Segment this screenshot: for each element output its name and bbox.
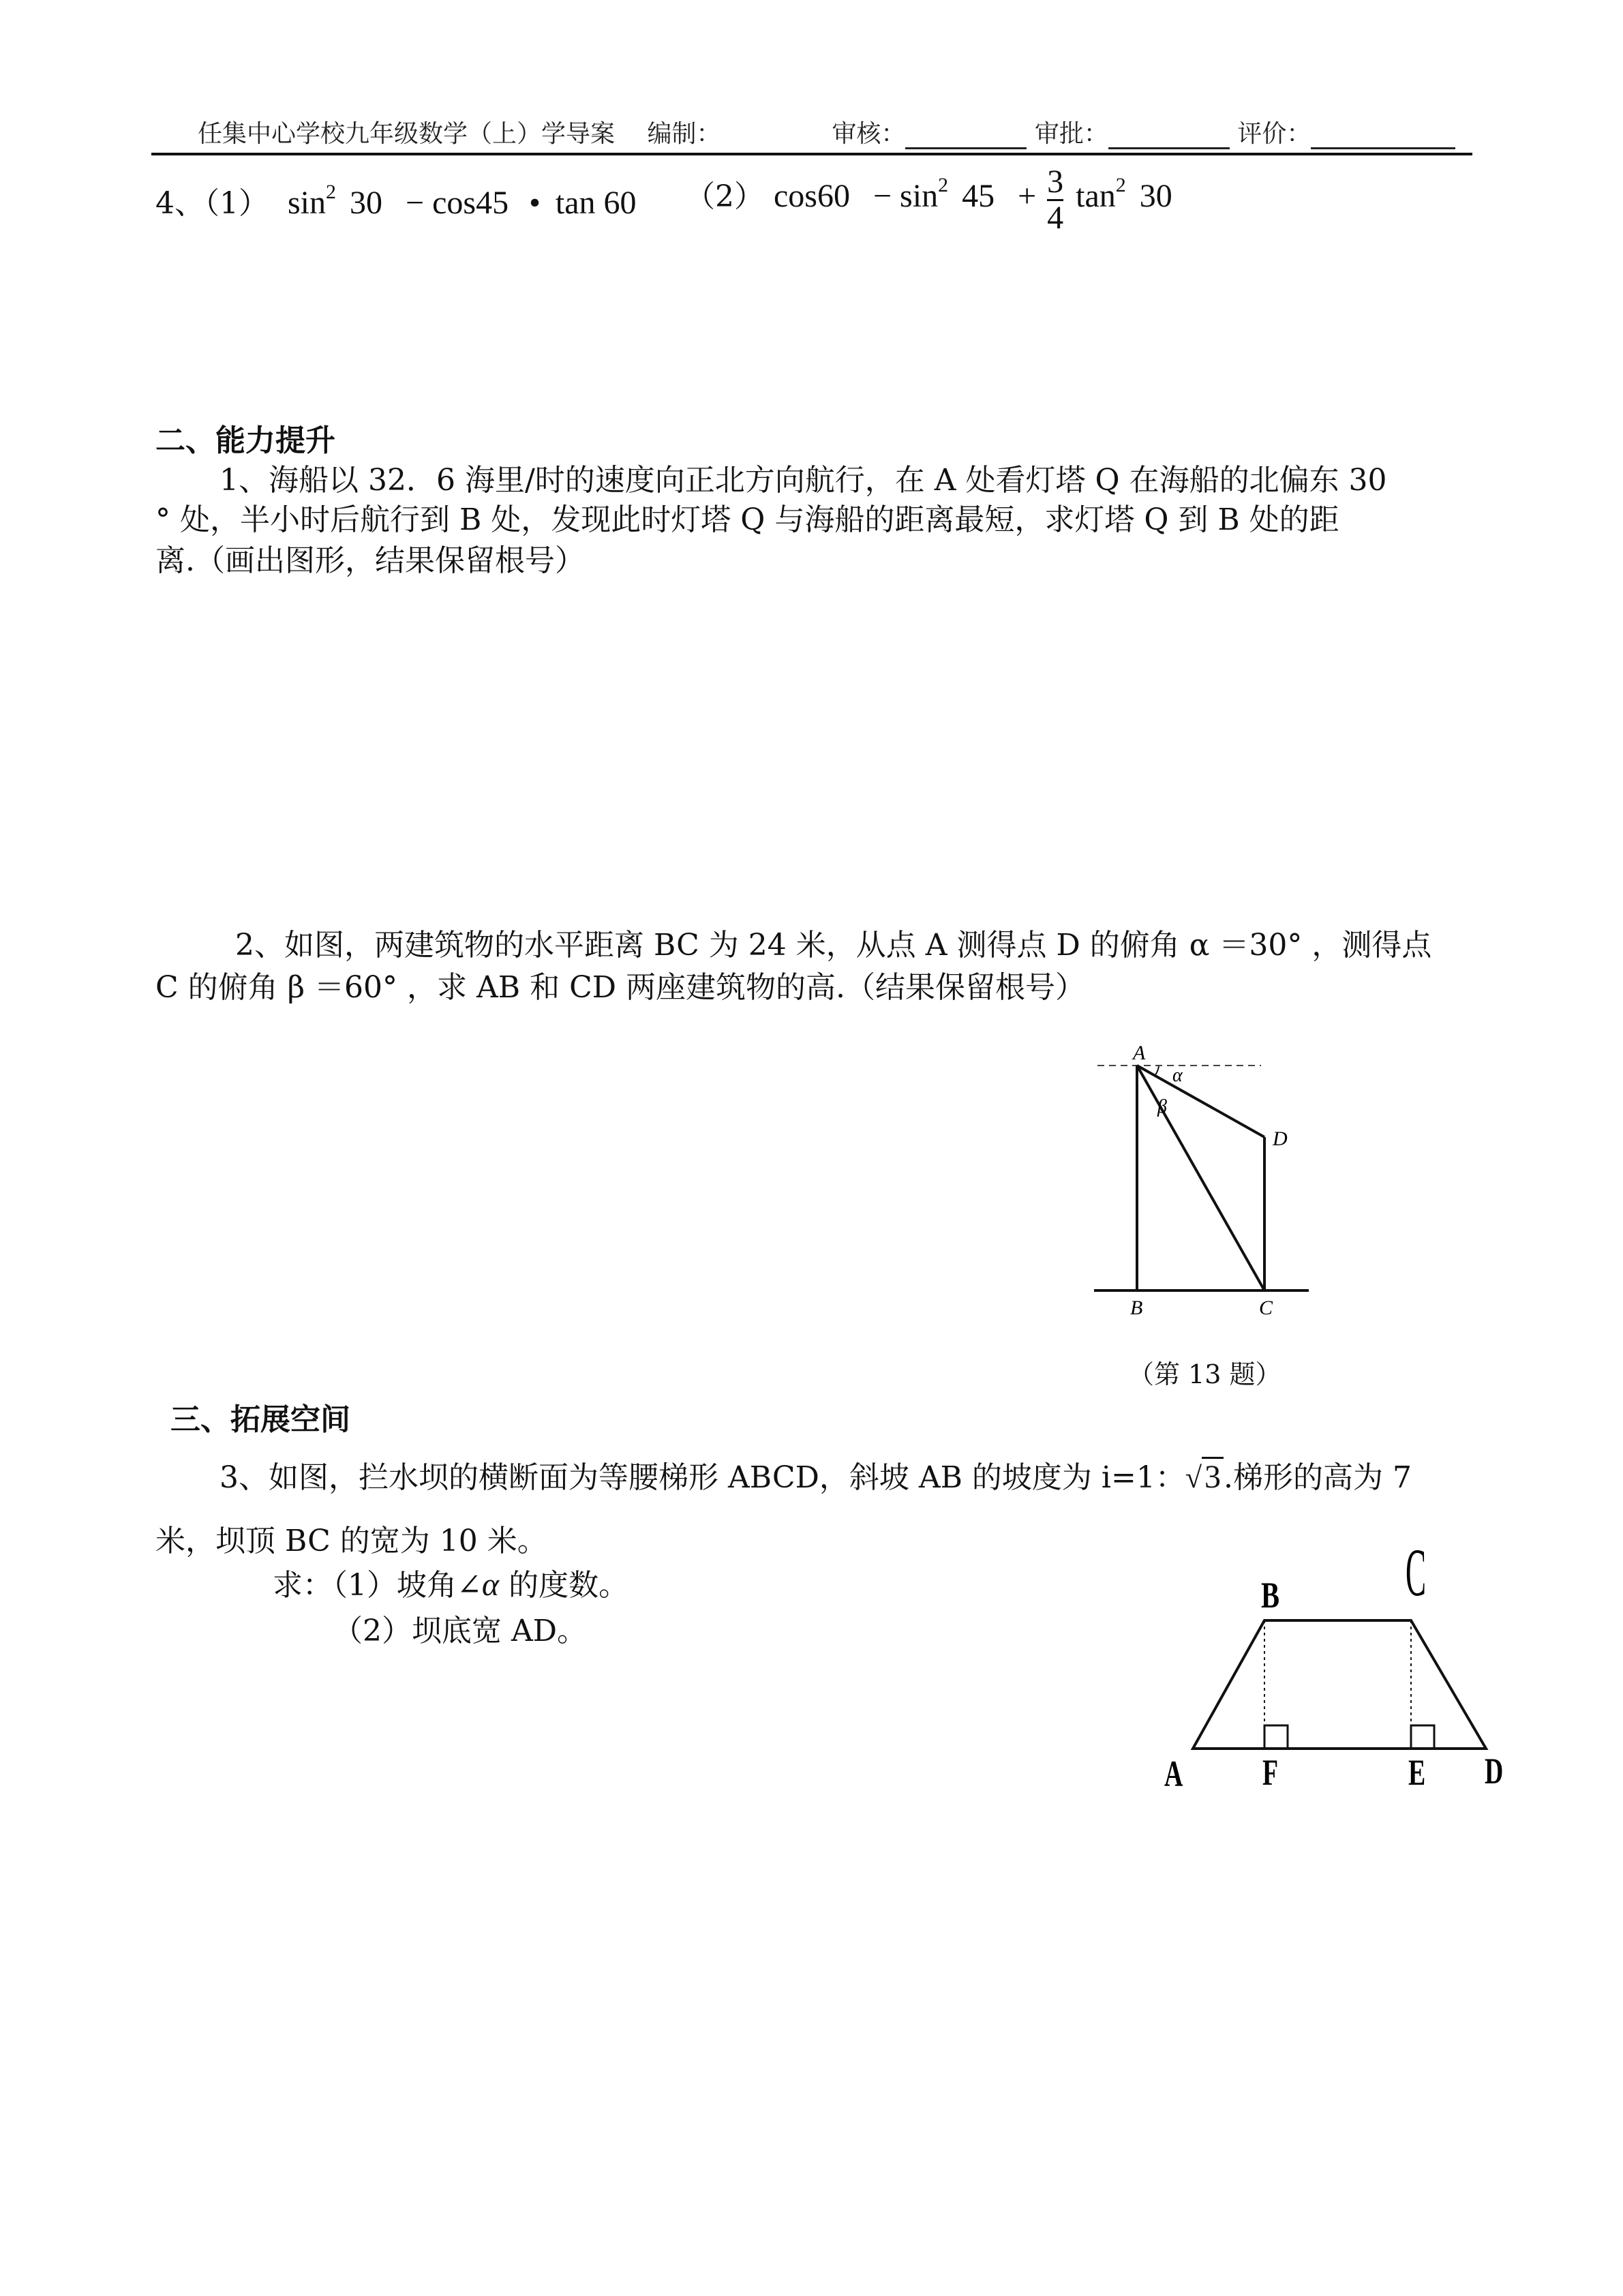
problem-3-text-a: 3、如图，拦水坝的横断面为等腰梯形 ABCD，斜坡 AB 的坡度为 i=1： — [219, 1460, 1185, 1495]
q4-45: 45 — [962, 178, 995, 214]
q4-exp-3: 2 — [1115, 174, 1126, 196]
trapezoid-figure — [1152, 1527, 1527, 1800]
figure-13 — [1084, 1036, 1316, 1323]
problem-3-line1 — [219, 1453, 1412, 1502]
q4-minus-sin: − sin — [873, 178, 939, 214]
q4-cos45: − cos45 — [406, 185, 509, 221]
fig13-label-beta: β — [1157, 1096, 1167, 1117]
fig13-label-d: D — [1273, 1128, 1288, 1150]
q4-tan60: tan 60 — [555, 185, 637, 221]
trap-label-a: A — [1164, 1753, 1183, 1795]
fig13-label-b: B — [1130, 1297, 1143, 1319]
fig13-label-alpha: α — [1172, 1065, 1183, 1086]
q4-exp: 2 — [326, 181, 337, 203]
problem-3-ask1 — [273, 1561, 628, 1610]
problem-1-line1: 1、海船以 32．6 海里/时的速度向正北方向航行，在 A 处看灯塔 Q 在海船的北偏东 30 — [219, 463, 1387, 498]
figure-13-caption: （第 13 题） — [1128, 1359, 1281, 1389]
q4-tan: tan — [1076, 178, 1116, 214]
q4-plus: + — [1018, 178, 1037, 214]
q4-dot: • — [529, 185, 541, 221]
q4-p2-label: （2） — [685, 179, 764, 214]
right-angle-f — [1264, 1725, 1288, 1749]
trap-label-b: B — [1261, 1575, 1280, 1616]
problem-2-line2: C 的俯角 β ＝60° ，求 AB 和 CD 两座建筑物的高.（结果保留根号） — [155, 970, 1086, 1005]
ask1-text: （1）坡角∠ — [333, 1568, 482, 1603]
problem-1-line3: 离.（画出图形，结果保留根号） — [155, 543, 585, 578]
problem-1-line2: ° 处，半小时后航行到 B 处，发现此时灯塔 Q 与海船的距离最短，求灯塔 Q 到 B 处的距 — [155, 502, 1339, 537]
review-blank — [905, 124, 1027, 149]
sqrt-radicand: 3 — [1202, 1457, 1224, 1495]
problem-3-text-b: .梯形的高为 7 — [1224, 1460, 1412, 1495]
evaluate-blank — [1311, 124, 1455, 149]
trap-label-c: C — [1406, 1535, 1427, 1610]
ask-label: 求： — [273, 1568, 333, 1603]
header-compile-label: 编制： — [647, 120, 721, 148]
problem-3-ask2: （2）坝底宽 AD。 — [333, 1614, 588, 1648]
q4-frac-den: 4 — [1047, 200, 1064, 236]
fig13-label-c: C — [1259, 1297, 1273, 1319]
q4-fraction — [1047, 165, 1063, 235]
header-bar — [198, 115, 1455, 149]
ask1-tail: 的度数。 — [499, 1568, 629, 1603]
trap-label-d: D — [1485, 1751, 1504, 1792]
alpha-arc — [1155, 1066, 1159, 1076]
problem-2-line1: 2、如图，两建筑物的水平距离 BC 为 24 米，从点 A 测得点 D 的俯角 α ＝30° ，测得点 — [235, 928, 1432, 963]
q4-30: 30 — [350, 185, 383, 221]
sightline-ac — [1137, 1066, 1264, 1290]
trapezoid-abcd — [1193, 1620, 1486, 1749]
question-4 — [155, 179, 637, 222]
problem-3-line2: 米，坝顶 BC 的宽为 10 米。 — [155, 1524, 547, 1558]
section-3-title: 三、拓展空间 — [170, 1402, 350, 1437]
q4-sin: sin — [288, 185, 327, 221]
section-2-title: 二、能力提升 — [155, 423, 335, 458]
q4-frac-num: 3 — [1047, 164, 1064, 200]
sqrt-3: √3 — [1185, 1459, 1224, 1495]
fig13-label-a: A — [1133, 1042, 1146, 1064]
header-review-label: 审核： — [832, 120, 906, 148]
q4-label: 4、（1） — [155, 186, 269, 221]
question-4-part2 — [685, 158, 1172, 236]
header-rule — [151, 153, 1472, 155]
trap-label-e: E — [1408, 1752, 1426, 1794]
q4-30b: 30 — [1139, 178, 1172, 214]
q4-exp-2: 2 — [938, 174, 949, 196]
q4-cos60: cos60 — [774, 178, 850, 214]
ask1-alpha: α — [481, 1567, 500, 1603]
approve-blank — [1108, 124, 1230, 149]
trap-label-f: F — [1262, 1752, 1279, 1794]
header-evaluate-label: 评价： — [1237, 120, 1311, 148]
right-angle-e — [1411, 1725, 1434, 1749]
header-approve-label: 审批： — [1034, 120, 1108, 148]
header-school: 任集中心学校九年级数学（上）学导案 — [198, 120, 616, 148]
